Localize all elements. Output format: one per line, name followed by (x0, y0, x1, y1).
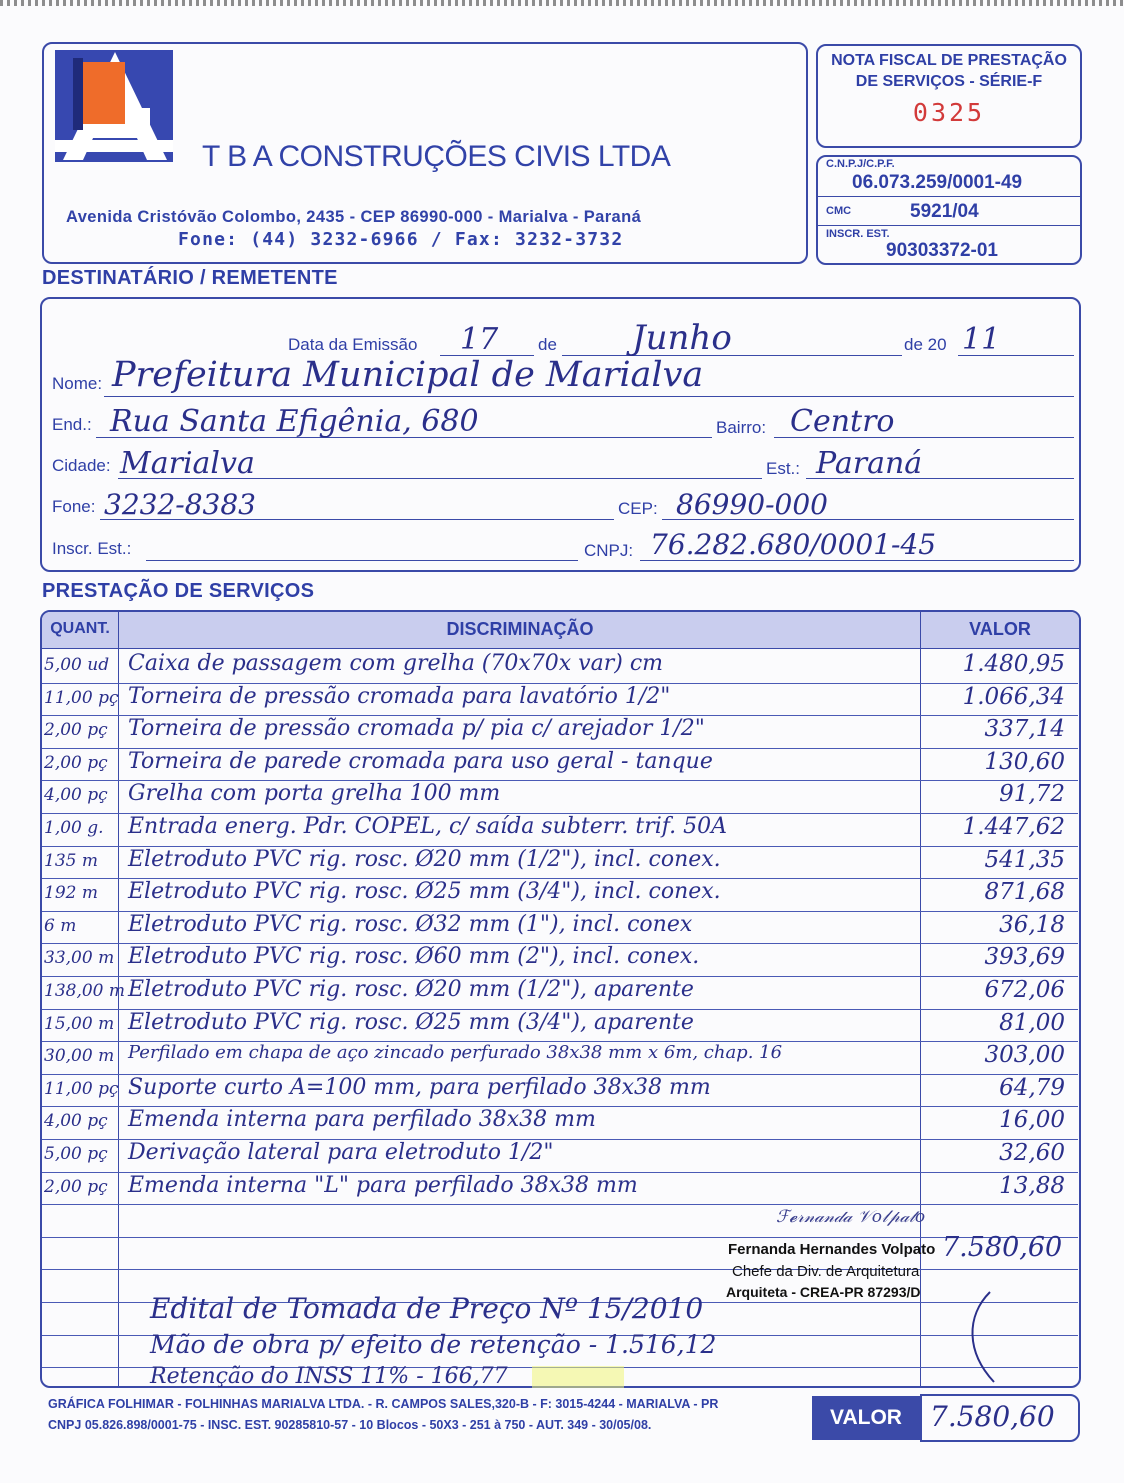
row-qty: 2,00 pç (44, 720, 108, 741)
row-qty: 1,00 g. (44, 818, 104, 838)
row-description: Eletroduto PVC rig. rosc. Ø20 mm (1/2"), aparente (128, 977, 694, 1002)
row-value: 303,00 (984, 1042, 1065, 1069)
row-description: Emenda interna para perfilado 38x38 mm (128, 1107, 596, 1133)
services-section-title: PRESTAÇÃO DE SERVIÇOS (42, 580, 315, 602)
row-description: Caixa de passagem com grelha (70x70x var) cm (128, 651, 664, 676)
row-qty: 2,00 pç (44, 1176, 108, 1197)
invoice-title-line2: DE SERVIÇOS - SÉRIE-F (855, 73, 1043, 90)
row-qty: 30,00 m (44, 1046, 115, 1067)
date-label: Data da Emissão (288, 335, 418, 354)
note-inss: Retenção do INSS 11% - 166,77 (150, 1364, 508, 1389)
signer-name: Fernanda Hernandes Volpato (728, 1241, 936, 1258)
row-value: 32,60 (999, 1140, 1065, 1166)
total-label: VALOR (812, 1396, 920, 1440)
date-de-label: de (538, 335, 557, 354)
subtotal-value: 7.580,60 (942, 1232, 1063, 1263)
row-value: 871,68 (984, 879, 1065, 906)
row-description: Perfilado em chapa de aço zincado perfurado 38x38 mm x 6m, chap. 16 (128, 1042, 783, 1064)
phone-label: Fone: (52, 497, 96, 516)
recipient-district: Centro (790, 404, 895, 439)
row-qty: 33,00 m (44, 948, 115, 969)
bracket-mark (960, 1290, 1010, 1386)
col-desc-header: DISCRIMINAÇÃO (446, 619, 594, 639)
row-value: 130,60 (984, 748, 1065, 775)
row-qty: 11,00 pç (44, 687, 119, 708)
row-qty: 15,00 m (44, 1013, 115, 1034)
footer-line2: CNPJ 05.826.898/0001-75 - INSC. EST. 90285810-57 - 10 Blocos - 50X3 - 251 à 750 - AUT. 349 - 30/05/08. (48, 1418, 652, 1432)
row-value: 672,06 (984, 977, 1065, 1003)
ie-value: 90303372-01 (886, 240, 998, 261)
footer-line1: GRÁFICA FOLHIMAR - FOLHINHAS MARIALVA LTDA. - R. CAMPOS SALES,320-B - F: 3015-4244 - MARIALVA - PR (48, 1397, 719, 1411)
row-value: 16,00 (999, 1107, 1065, 1134)
row-qty: 192 m (44, 883, 98, 904)
recipient-name: Prefeitura Municipal de Marialva (112, 355, 704, 395)
row-value: 541,35 (984, 846, 1065, 873)
row-qty: 135 m (44, 850, 98, 871)
city-label: Cidade: (52, 456, 111, 475)
row-description: Eletroduto PVC rig. rosc. Ø25 mm (3/4"), incl. conex. (128, 879, 721, 905)
date-day: 17 (460, 322, 499, 357)
cnpj-recipient-label: CNPJ: (584, 541, 634, 560)
perforated-edge (0, 0, 1124, 6)
row-description: Torneira de parede cromada para uso geral - tanque (128, 748, 713, 774)
row-value: 1.480,95 (962, 651, 1065, 677)
row-description: Suporte curto A=100 mm, para perfilado 38x38 mm (128, 1074, 711, 1100)
cnpj-value: 06.073.259/0001-49 (852, 172, 1023, 193)
recipient-phone: 3232-8383 (104, 488, 256, 521)
row-divider (42, 1269, 1078, 1270)
invoice-number: 0325 (912, 98, 986, 127)
date-month: Junho (632, 318, 732, 358)
cmc-label: CMC (826, 205, 852, 217)
col-qty-header: QUANT. (50, 620, 110, 637)
row-value: 1.447,62 (962, 814, 1065, 840)
cmc-value: 5921/04 (910, 201, 979, 222)
row-value: 337,14 (984, 716, 1065, 743)
row-description: Torneira de pressão cromada para lavatório 1/2" (128, 683, 671, 709)
row-description: Eletroduto PVC rig. rosc. Ø25 mm (3/4"), aparente (128, 1009, 694, 1035)
ie-label: INSCR. EST. (826, 228, 890, 240)
signer-registration: Arquiteta - CREA-PR 87293/D (726, 1284, 921, 1300)
row-value: 1.066,34 (962, 683, 1065, 710)
row-qty: 6 m (44, 915, 77, 936)
row-description: Torneira de pressão cromada p/ pia c/ arejador 1/2" (128, 716, 705, 742)
cep-label: CEP: (618, 499, 658, 518)
ie-recipient-label: Inscr. Est.: (52, 539, 132, 558)
row-description: Entrada energ. Pdr. COPEL, c/ saída subterr. trif. 50A (128, 814, 727, 839)
company-name: T B A CONSTRUÇÕES CIVIS LTDA (202, 140, 671, 173)
company-phone: Fone: (44) 3232-6966 / Fax: 3232-3732 (178, 229, 624, 250)
row-description: Derivação lateral para eletroduto 1/2" (128, 1140, 554, 1165)
row-qty: 4,00 pç (44, 785, 108, 806)
row-description: Eletroduto PVC rig. rosc. Ø32 mm (1"), incl. conex (128, 911, 693, 937)
row-value: 13,88 (999, 1172, 1065, 1199)
row-qty: 11,00 pç (44, 1078, 119, 1099)
row-qty: 2,00 pç (44, 752, 108, 773)
row-divider (42, 1204, 1078, 1205)
total-value: 7.580,60 (930, 1400, 1055, 1433)
highlight-mark (532, 1366, 624, 1388)
invoice-title-line1: NOTA FISCAL DE PRESTAÇÃO (831, 52, 1067, 69)
row-value: 393,69 (984, 944, 1065, 971)
recipient-cep: 86990-000 (676, 488, 828, 521)
tba-logo (55, 50, 180, 168)
row-value: 81,00 (999, 1009, 1065, 1036)
row-value: 91,72 (999, 781, 1065, 808)
row-qty: 138,00 m (44, 981, 126, 1001)
row-description: Grelha com porta grelha 100 mm (128, 781, 501, 807)
name-label: Nome: (52, 374, 103, 393)
state-label: Est.: (766, 459, 801, 478)
date-year-label: de 20 (904, 335, 947, 354)
row-qty: 5,00 pç (44, 1144, 108, 1164)
row-qty: 5,00 ud (44, 655, 110, 675)
row-description: Eletroduto PVC rig. rosc. Ø60 mm (2"), incl. conex. (128, 944, 700, 970)
recipient-city: Marialva (120, 446, 255, 481)
recipient-section-title: DESTINATÁRIO / REMETENTE (42, 267, 338, 289)
date-year: 11 (962, 322, 1001, 357)
row-value: 36,18 (999, 911, 1065, 938)
district-label: Bairro: (716, 418, 767, 437)
recipient-cnpj: 76.282.680/0001-45 (650, 528, 937, 561)
company-address: Avenida Cristóvão Colombo, 2435 - CEP 86990-000 - Marialva - Paraná (66, 208, 642, 226)
cnpj-label: C.N.P.J/C.P.F. (826, 158, 895, 170)
row-divider (42, 1237, 1078, 1238)
col-value-header: VALOR (969, 619, 1031, 639)
signature-scribble: ℱ𝓮𝓇𝓃𝒶𝓃𝒹𝒶 𝒱𝑜𝓁𝓅𝒶𝓉𝑜 (776, 1207, 926, 1227)
row-description: Emenda interna "L" para perfilado 38x38 mm (128, 1172, 638, 1198)
signer-role: Chefe da Div. de Arquitetura (732, 1263, 920, 1280)
note-edital: Edital de Tomada de Preço Nº 15/2010 (150, 1292, 704, 1325)
row-value: 64,79 (999, 1074, 1065, 1101)
row-description: Eletroduto PVC rig. rosc. Ø20 mm (1/2"), incl. conex. (128, 846, 721, 872)
recipient-address: Rua Santa Efigênia, 680 (110, 404, 479, 439)
note-labor: Mão de obra p/ efeito de retenção - 1.516,12 (150, 1330, 717, 1359)
address-label: End.: (52, 415, 92, 434)
recipient-state: Paraná (816, 446, 923, 481)
row-qty: 4,00 pç (44, 1111, 108, 1132)
